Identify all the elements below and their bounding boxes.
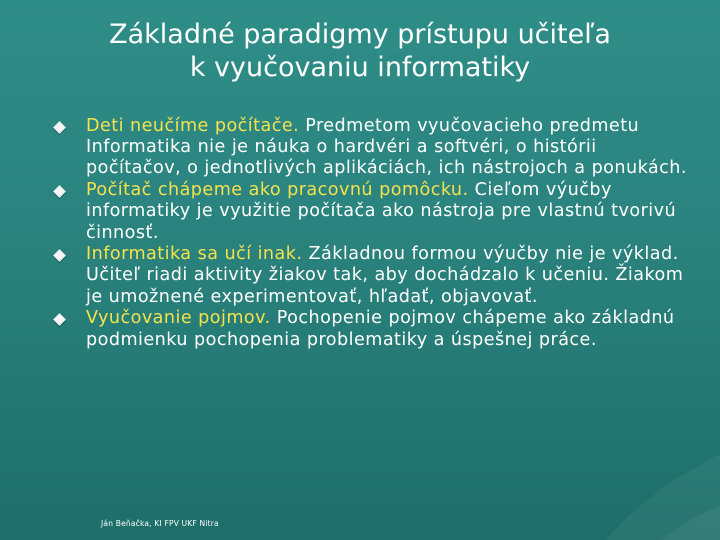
diamond-bullet-icon bbox=[53, 185, 66, 198]
decorative-wave-shape bbox=[550, 400, 720, 540]
bullet-text-2: Cieľom výučby informatiky je využitie počítača ako nástroja pre vlastnú tvorivú činnosť. bbox=[86, 180, 677, 243]
bullet-item-2 bbox=[50, 180, 690, 244]
diamond-bullet-icon bbox=[53, 313, 66, 326]
bullet-lead-2: Počítač chápeme ako pracovnú pomôcku. bbox=[86, 180, 469, 201]
bullet-lead-1: Deti neučíme počítače. bbox=[86, 116, 300, 136]
bullet-text-1: Predmetom vyučovacieho predmetu Informatika nie je náuka o hardvéri a softvéri, o histórii počítačov, o jednotlivých aplikáciách, ich nástrojoch a ponukách. bbox=[86, 116, 687, 179]
bullet-item-3 bbox=[50, 244, 690, 308]
bullet-list bbox=[50, 116, 690, 351]
diamond-bullet-icon bbox=[53, 249, 66, 262]
slide-footer-author: Ján Beňačka, KI FPV UKF Nitra bbox=[101, 519, 219, 528]
bullet-item-4 bbox=[50, 308, 690, 350]
diamond-bullet-icon bbox=[53, 121, 66, 134]
bullet-item-1 bbox=[50, 116, 690, 180]
slide-title bbox=[60, 18, 660, 84]
slide-title-line-2: k vyučovaniu informatiky bbox=[189, 52, 531, 83]
bullet-lead-3: Informatika sa učí inak. bbox=[86, 244, 303, 265]
bullet-text-3: Základnou formou výučby nie je výklad. Učiteľ riadi aktivity žiakov tak, aby dochádzalo k učeniu. Žiakom je umožnené experimentovať, hľadať, objavovať. bbox=[86, 244, 684, 307]
slide-title-line-1: Základné paradigmy prístupu učiteľa bbox=[109, 19, 611, 50]
bullet-lead-4: Vyučovanie pojmov. bbox=[86, 308, 271, 329]
bullet-text-4: Pochopenie pojmov chápeme ako základnú podmienku pochopenia problematiky a úspešnej práce. bbox=[86, 308, 675, 350]
